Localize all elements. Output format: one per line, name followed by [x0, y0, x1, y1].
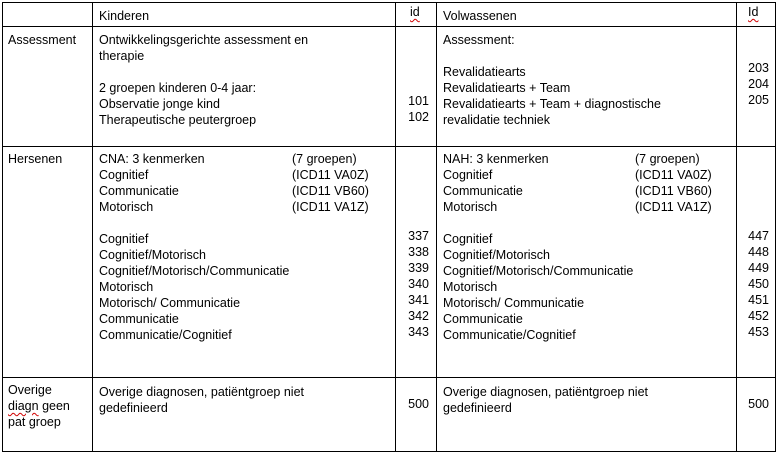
hersenen-volw-item: Cognitief [443, 232, 493, 246]
hersenen-kinderen-item: Cognitief/Motorisch [99, 248, 206, 262]
hersenen-kinderen-id: 338 [408, 245, 429, 259]
kenmerk-name: Cognitief [443, 168, 493, 182]
hersenen-kinderen-id: 339 [408, 261, 429, 275]
hersenen-volw-item: Communicatie/Cognitief [443, 328, 576, 342]
assessment-volw-item: Revalidatiearts + Team + diagnostische [443, 97, 661, 111]
row-label-overige-word: diagn [8, 399, 39, 413]
overige-volw-id: 500 [748, 397, 769, 411]
assessment-kinderen-id: 102 [408, 110, 429, 124]
assessment-volw-item: Revalidatiearts [443, 65, 526, 79]
overige-kinderen-line: Overige diagnosen, patiëntgroep niet [99, 385, 305, 399]
header-id-right: Id [748, 5, 759, 19]
assessment-kinderen-line: Therapeutische peutergroep [99, 113, 257, 127]
hersenen-volw-item: Communicatie [443, 312, 523, 326]
assessment-kinderen-line: Ontwikkelingsgerichte assessment en [99, 33, 309, 47]
header-id-left: id [410, 5, 420, 19]
assessment-kinderen-id: 101 [408, 94, 429, 108]
header-kinderen: Kinderen [99, 9, 150, 23]
hersenen-volw-item: Motorisch/ Communicatie [443, 296, 585, 310]
row-label-overige-word: geen [42, 399, 70, 413]
assessment-volw-id: 204 [748, 77, 769, 91]
kenmerk-code: (ICD11 VB60) [635, 184, 712, 198]
col-divider-id-left [436, 2, 437, 452]
hersenen-volw-id: 447 [748, 229, 769, 243]
assessment-kinderen-line: therapie [99, 49, 145, 63]
assessment-volw-heading: Assessment: [443, 33, 515, 47]
overige-kinderen-id: 500 [408, 397, 429, 411]
assessment-kinderen-line: Observatie jonge kind [99, 97, 220, 111]
kenmerk-name: Motorisch [99, 200, 154, 214]
hersenen-kinderen-heading: CNA: 3 kenmerken [99, 152, 205, 166]
hersenen-kinderen-item: Motorisch/ Communicatie [99, 296, 241, 310]
hersenen-kinderen-id: 342 [408, 309, 429, 323]
hersenen-volw-item: Cognitief/Motorisch/Communicatie [443, 264, 634, 278]
row-divider-assessment [2, 146, 776, 147]
col-divider-kinderen [395, 2, 396, 452]
hersenen-kinderen-id: 340 [408, 277, 429, 291]
hersenen-kinderen-id: 341 [408, 293, 429, 307]
hersenen-kinderen-item: Cognitief [99, 232, 149, 246]
kenmerk-code: (ICD11 VA0Z) [292, 168, 369, 182]
kenmerk-code: (ICD11 VB60) [292, 184, 369, 198]
kenmerk-code: (ICD11 VA0Z) [635, 168, 712, 182]
hersenen-volw-id: 449 [748, 261, 769, 275]
assessment-volw-id: 203 [748, 61, 769, 75]
assessment-volw-id: 205 [748, 93, 769, 107]
table-border-left [2, 2, 3, 452]
hersenen-kinderen-id: 337 [408, 229, 429, 243]
hersenen-kinderen-item: Communicatie [99, 312, 179, 326]
hersenen-volw-heading: NAH: 3 kenmerken [443, 152, 549, 166]
hersenen-volw-id: 450 [748, 277, 769, 291]
hersenen-kinderen-item: Communicatie/Cognitief [99, 328, 232, 342]
assessment-volw-item: Revalidatiearts + Team [443, 81, 571, 95]
table-border-bottom [2, 451, 776, 452]
header-volwassenen: Volwassenen [443, 9, 517, 23]
kenmerk-name: Cognitief [99, 168, 149, 182]
header-row-divider [2, 26, 776, 27]
hersenen-kinderen-item: Motorisch [99, 280, 154, 294]
hersenen-volw-item: Motorisch [443, 280, 498, 294]
overige-volw-line: Overige diagnosen, patiëntgroep niet [443, 385, 649, 399]
hersenen-volw-id: 451 [748, 293, 769, 307]
row-label-assessment: Assessment [8, 33, 77, 47]
row-label-overige [8, 398, 70, 414]
hersenen-volw-item: Cognitief/Motorisch [443, 248, 550, 262]
hersenen-volw-id: 453 [748, 325, 769, 339]
row-label-overige: Overige [8, 383, 52, 397]
hersenen-volw-groups: (7 groepen) [635, 152, 700, 166]
row-label-overige: pat groep [8, 415, 61, 429]
row-label-hersenen: Hersenen [8, 152, 63, 166]
table-border-top [2, 2, 776, 3]
hersenen-kinderen-item: Cognitief/Motorisch/Communicatie [99, 264, 290, 278]
hersenen-kinderen-groups: (7 groepen) [292, 152, 357, 166]
data-table [2, 2, 776, 452]
kenmerk-name: Communicatie [99, 184, 179, 198]
hersenen-kinderen-id: 343 [408, 325, 429, 339]
row-divider-hersenen [2, 377, 776, 378]
col-divider-label [92, 2, 93, 452]
kenmerk-name: Communicatie [443, 184, 523, 198]
overige-volw-line: gedefinieerd [443, 401, 512, 415]
table-border-right [775, 2, 776, 452]
kenmerk-code: (ICD11 VA1Z) [292, 200, 369, 214]
assessment-kinderen-line: 2 groepen kinderen 0-4 jaar: [99, 81, 257, 95]
assessment-volw-item: revalidatie techniek [443, 113, 551, 127]
kenmerk-code: (ICD11 VA1Z) [635, 200, 712, 214]
overige-kinderen-line: gedefinieerd [99, 401, 168, 415]
hersenen-volw-id: 452 [748, 309, 769, 323]
hersenen-volw-id: 448 [748, 245, 769, 259]
kenmerk-name: Motorisch [443, 200, 498, 214]
